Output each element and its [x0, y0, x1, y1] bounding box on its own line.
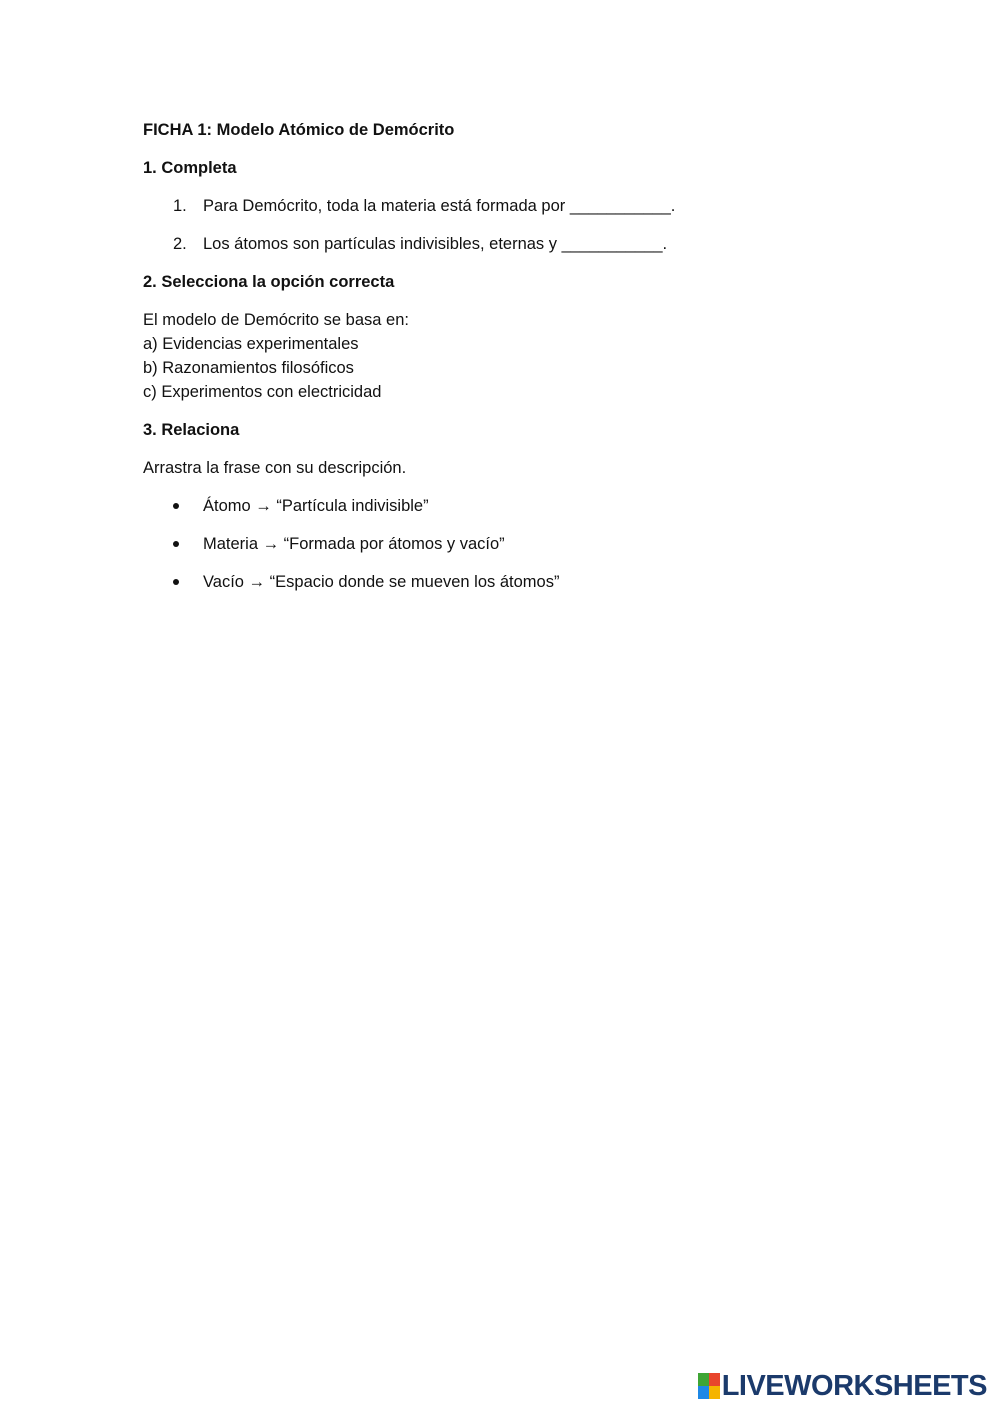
bullet-icon — [173, 541, 179, 547]
relation-list — [143, 494, 863, 594]
worksheet-content — [143, 118, 863, 608]
relation-text: Materia → “Formada por átomos y vacío” — [203, 535, 505, 553]
bullet-icon — [173, 579, 179, 585]
instruction-text: Arrastra la frase con su descripción. — [143, 459, 407, 477]
relation-item — [143, 532, 863, 556]
section-3-heading: 3. Relaciona — [143, 421, 240, 439]
logo-square — [709, 1386, 720, 1399]
item-number: 1. — [173, 197, 187, 215]
relation-text: Átomo → “Partícula indivisible” — [203, 497, 429, 515]
section-1-heading: 1. Completa — [143, 159, 237, 177]
relation-text: Vacío → “Espacio donde se mueven los átomos” — [203, 573, 560, 591]
logo-square — [709, 1373, 720, 1386]
bullet-icon — [173, 503, 179, 509]
logo-mark-icon — [698, 1373, 720, 1399]
option-c: c) Experimentos con electricidad — [143, 383, 382, 401]
relation-item — [143, 494, 863, 518]
option-b: b) Razonamientos filosóficos — [143, 359, 354, 377]
multiple-choice-block — [143, 308, 863, 404]
completion-text: Los átomos son partículas indivisibles, eternas y ___________. — [203, 235, 668, 253]
logo-text: LIVEWORKSHEETS — [721, 1369, 987, 1402]
completion-item — [143, 194, 863, 218]
liveworksheets-logo[interactable] — [698, 1371, 987, 1401]
completion-text: Para Demócrito, toda la materia está formada por ___________. — [203, 197, 676, 215]
relation-item — [143, 570, 863, 594]
question-text: El modelo de Demócrito se basa en: — [143, 311, 409, 329]
section-2-heading: 2. Selecciona la opción correcta — [143, 273, 395, 291]
option-a: a) Evidencias experimentales — [143, 335, 359, 353]
completion-list — [143, 194, 863, 256]
worksheet-title: FICHA 1: Modelo Atómico de Demócrito — [143, 121, 455, 139]
logo-square — [698, 1386, 709, 1399]
logo-square — [698, 1373, 709, 1386]
item-number: 2. — [173, 235, 187, 253]
completion-item — [143, 232, 863, 256]
